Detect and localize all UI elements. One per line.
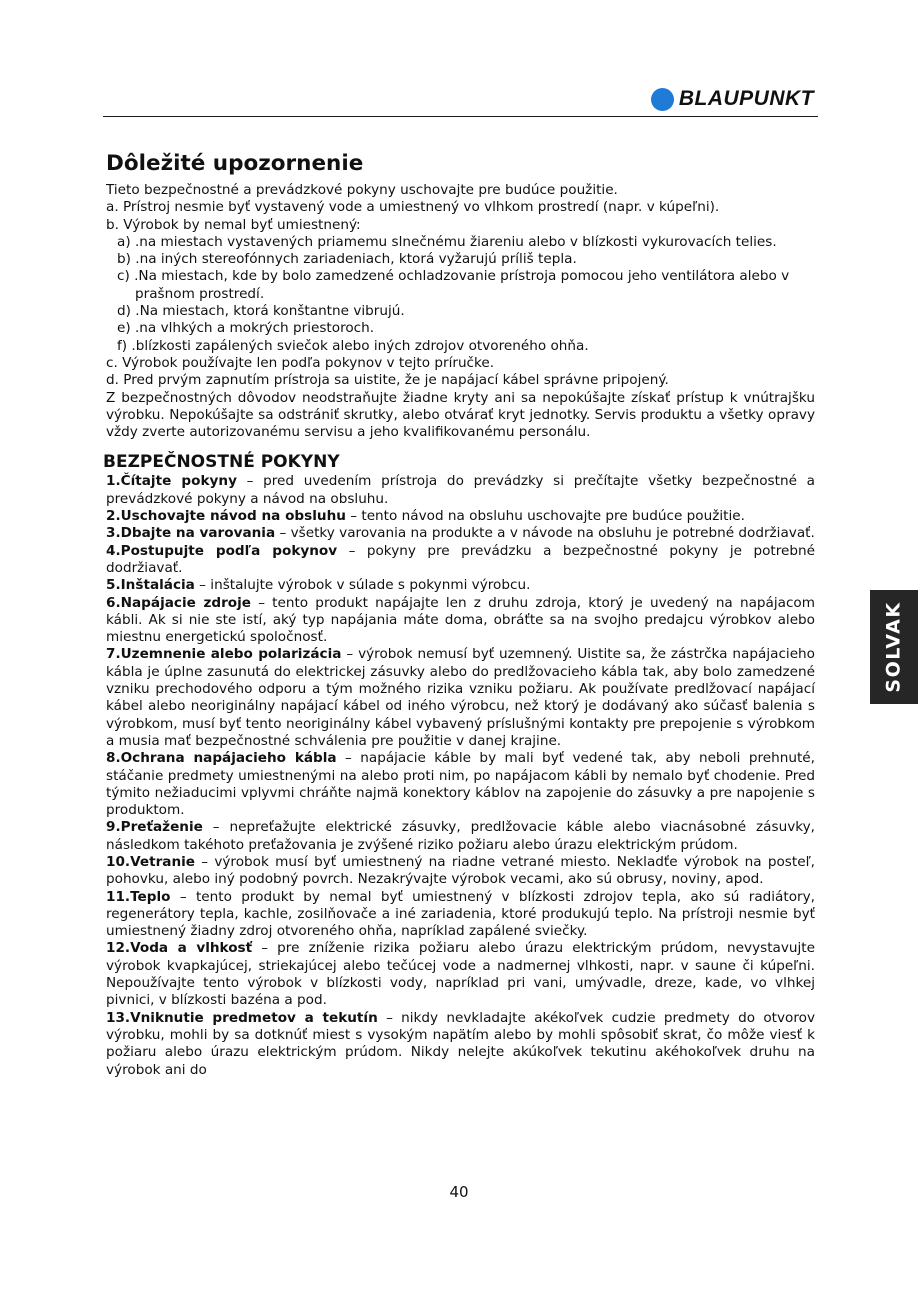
safety-item-10 <box>106 854 815 889</box>
safety-item-10-text: – výrobok musí byť umiestnený na riadne vetrané miesto. Nekladťe výrobok na posteľ, pohovku, alebo iný podobný povrch. Nezakrývajte výrobok vecami, ako sú obrusy, noviny, apod. <box>106 853 815 888</box>
safety-item-9-title: 9.Preťaženie <box>106 819 203 836</box>
safety-item-8-text: – napájacie káble by mali byť vedené tak, aby neboli prehnuté, stáčanie predmety umiestnenými na alebo proti nim, po napájacom kábli by nemalo byť chodenie. Pred týmito nežiaducimi vplyvmi chráňte najmä konektory káblov na zapojenie do zásuvky a pre napojenie s produktom. <box>106 750 815 819</box>
safety-item-12 <box>106 940 815 1009</box>
sub-point-e: e) .na vlhkých a mokrých priestoroch. <box>117 320 375 337</box>
sub-point-a: a) .na miestach vystavených priamemu slnečnému žiareniu alebo v blízkosti vykurovacích telies. <box>117 233 777 250</box>
safety-item-11 <box>106 889 815 941</box>
safety-note: Z bezpečnostných dôvodov neodstraňujte žiadne kryty ani sa nepokúšajte získať prístup k vnútrajšku výrobku. Nepokúšajte sa odstrániť skrutky, alebo otvárať kryt jednotky. Servis produktu a všetky opravy vždy zverte autorizovanému servisu a jeho kvalifikovanému personálu. <box>106 389 815 441</box>
safety-item-12-title: 12.Voda a vlhkosť <box>106 940 253 957</box>
safety-item-4-text: – pokyny pre prevádzku a bezpečnostné pokyny je potrebné dodržiavať. <box>106 542 815 576</box>
brand-name: BLAUPUNKT <box>678 87 814 110</box>
safety-item-1-text: – pred uvedením prístroja do prevádzky si prečítajte všetky bezpečnostné a prevádzkové pokyny a návod na obsluhu. <box>106 473 815 507</box>
safety-item-12-text: – pre zníženie rizika požiaru alebo úrazu elektrickým prúdom, nevystavujte výrobok kvapkajúcej, striekajúcej alebo tečúcej vode a nadmernej vlhkosti, napr. v saune či kúpeľni. Nepoužívajte tento výrobok v blízkosti vody, napríklad pri vani, umývadle, dreze, kade, vo vlhkej pivnici, v blízkosti bazéna a pod. <box>106 940 815 1009</box>
safety-item-7 <box>106 646 815 750</box>
safety-item-9-text: – nepreťažujte elektrické zásuvky, predlžovacie káble alebo viacnásobné zásuvky, následkom takéhoto preťažovania je zvýšené riziko požiaru alebo úrazu elektrickým prúdom. <box>106 819 815 853</box>
safety-item-1-title: 1.Čítajte pokyny <box>106 473 237 490</box>
safety-item-8 <box>106 750 815 819</box>
point-d: d. Pred prvým zapnutím prístroja sa uistite, že je napájací kábel správne pripojený. <box>106 372 669 389</box>
safety-item-9 <box>106 819 815 854</box>
safety-item-6-text: – tento produkt napájajte len z druhu zdroja, ktorý je uvedený na napájacom kábli. Ak si nie ste istí, aký typ napájania máte doma, obráťte sa na svojho predajcu výrobkov alebo miestnu energetickú spoločnosť. <box>106 594 815 646</box>
safety-item-4-title: 4.Postupujte podľa pokynov <box>106 542 338 559</box>
sub-point-c: c) .Na miestach, kde by bolo zamedzené ochladzovanie prístroja pomocou jeho ventilátora alebo v prašnom prostredí. <box>117 268 790 302</box>
safety-item-8-title: 8.Ochrana napájacieho kábla <box>106 750 337 767</box>
sub-point-b: b) .na iných stereofónnych zariadeniach, ktorá vyžarujú príliš tepla. <box>117 251 577 268</box>
safety-item-3-title: 3.Dbajte na varovania <box>106 525 276 542</box>
safety-item-5 <box>106 577 815 594</box>
safety-item-13 <box>106 1010 815 1079</box>
page-number: 40 <box>449 1183 469 1201</box>
intro-text: Tieto bezpečnostné a prevádzkové pokyny uschovajte pre budúce použitie. <box>106 182 618 198</box>
safety-item-13-title: 13.Vniknutie predmetov a tekutín <box>106 1009 378 1026</box>
point-c: c. Výrobok používajte len podľa pokynov v tejto príručke. <box>106 354 495 371</box>
safety-item-6 <box>106 595 815 647</box>
sub-point-f: f) .blízkosti zapálených sviečok alebo iných zdrojov otvoreného ohňa. <box>117 337 589 354</box>
page-header <box>103 80 818 117</box>
safety-item-5-text: – inštalujte výrobok v súlade s pokynmi výrobcu. <box>194 577 531 594</box>
safety-item-6-title: 6.Napájacie zdroje <box>106 594 252 611</box>
safety-item-3 <box>106 525 815 542</box>
logo-dot-icon <box>651 88 674 111</box>
safety-item-2-title: 2.Uschovajte návod na obsluhu <box>106 508 346 525</box>
safety-item-4 <box>106 543 815 578</box>
safety-item-2 <box>106 508 815 525</box>
section-title: Dôležité upozornenie <box>106 151 364 176</box>
brand-logo <box>651 87 814 111</box>
language-tab <box>870 590 918 704</box>
safety-item-1 <box>106 473 815 508</box>
safety-item-7-title: 7.Uzemnenie alebo polarizácia <box>106 646 342 663</box>
safety-item-7-text: – výrobok nemusí byť uzemnený. Uistite sa, že zástrčka napájacieho kábla je úplne zasunutá do elektrickej zásuvky alebo do predlžovacieho kábla tak, aby bolo zamedzené vzniku prechodového odporu a tým možného rizika vzniku požiaru. Ak používate predlžovací napájací kábel alebo neoriginálny napájací kábel od iného výrobcu, než ktorý je dodávaný ako súčasť balenia s výrobkom, musí byť tento neoriginálny kábel vybavený príslušnými kontakty pre prepojenie s výrobkom a musia mať bezpečnostné schválenia pre použitie v danej krajine. <box>106 646 815 749</box>
safety-item-3-text: – všetky varovania na produkte a v návode na obsluhu je potrebné dodržiavať. <box>275 525 815 542</box>
document-body <box>103 150 815 1079</box>
safety-instructions-heading: BEZPEČNOSTNÉ POKYNY <box>103 452 340 473</box>
point-b: b. Výrobok by nemal byť umiestnený: <box>106 216 361 233</box>
safety-item-10-title: 10.Vetranie <box>106 853 196 870</box>
point-a: a. Prístroj nesmie byť vystavený vode a umiestnený vo vlhkom prostredí (napr. v kúpeľni). <box>106 199 720 216</box>
safety-item-11-text: – tento produkt by nemal byť umiestnený v blízkosti zdrojov tepla, ako sú radiátory, regenerátory tepla, kachle, zosilňovače a iné zariadenia, ktoré produkujú teplo. Na prístroji nesmie byť umiestnený žiadny zdroj otvoreného ohňa, napríklad zapálené sviečky. <box>106 888 815 940</box>
safety-item-2-text: – tento návod na obsluhu uschovajte pre budúce použitie. <box>345 508 745 525</box>
safety-item-13-text: – nikdy nevkladajte akékoľvek cudzie predmety do otvorov výrobku, mohli by sa dotknúť miest s vysokým napätím alebo by mohli spôsobiť skrat, čo môže viesť k požiaru alebo úrazu elektrickým prúdom. Nikdy nelejte akúkoľvek tekutinu akéhokoľvek druhu na výrobok ani do <box>106 1009 815 1078</box>
language-tab-label: SOLVAK <box>883 601 906 693</box>
safety-item-5-title: 5.Inštalácia <box>106 577 195 594</box>
safety-item-11-title: 11.Teplo <box>106 888 171 905</box>
sub-point-d: d) .Na miestach, ktorá konštantne vibrujú. <box>117 303 405 320</box>
